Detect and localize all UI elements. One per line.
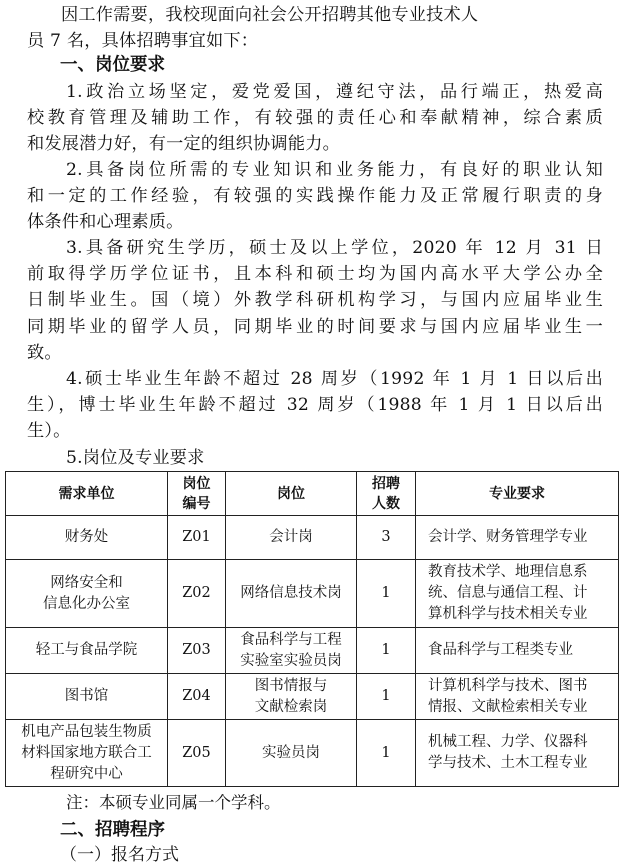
header-unit: 需求单位 xyxy=(6,472,168,516)
section-heading-requirements: 一、岗位要求 xyxy=(60,55,165,75)
subsection-heading-registration: （一）报名方式 xyxy=(60,845,179,865)
intro-line: 员 7 名，具体招聘事宜如下： xyxy=(27,31,259,52)
cell-unit xyxy=(6,674,168,720)
table-row xyxy=(6,560,619,628)
section-heading-procedure: 二、招聘程序 xyxy=(60,820,165,840)
table-header-row xyxy=(6,472,619,516)
cell-unit xyxy=(6,628,168,674)
intro-line: 因工作需要，我校现面向社会公开招聘其他专业技术人 xyxy=(61,5,479,25)
paragraph-line: 前取得学历学位证书，且本科和硕士均为国内高水平大学公办全 xyxy=(27,264,603,285)
cell-major xyxy=(416,720,619,787)
cell-major xyxy=(416,516,619,560)
header-count-line: 招聘 xyxy=(372,475,400,492)
paragraph-line: 3.具备研究生学历，硕士及以上学位，2020 年 12 月 31 日 xyxy=(66,238,603,258)
paragraph-line: 日制毕业生。国（境）外教学科研机构学习，与国内应届毕业生 xyxy=(27,290,603,311)
cell-major xyxy=(416,628,619,674)
cell-count: 1 xyxy=(357,560,416,628)
cell-unit xyxy=(6,560,168,628)
cell-line: 食品科学与工程类专业 xyxy=(428,642,573,658)
paragraph-line: 1.政治立场坚定，爱党爱国，遵纪守法，品行端正，热爱高 xyxy=(66,82,603,102)
cell-line: 学与技术、土木工程专业 xyxy=(428,755,588,771)
cell-line: 图书情报与 xyxy=(254,677,328,694)
cell-code: Z05 xyxy=(168,720,226,787)
cell-count: 1 xyxy=(357,628,416,674)
cell-line: 轻工与食品学院 xyxy=(35,642,138,658)
paragraph-line: 和一定的工作经验，有较强的实践操作能力及正常履行职责的身 xyxy=(27,186,603,207)
cell-line: 网络安全和 xyxy=(50,574,123,591)
table-row xyxy=(6,628,619,674)
requirement-3 xyxy=(0,235,623,366)
cell-major xyxy=(416,674,619,720)
cell-line: 机电产品包装生物质 xyxy=(21,723,152,740)
cell-post xyxy=(226,628,357,674)
cell-line: 程研究中心 xyxy=(50,765,123,782)
header-major: 专业要求 xyxy=(416,472,619,516)
cell-line: 材料国家地方联合工 xyxy=(21,744,152,761)
paragraph-line: 体条件和心理素质。 xyxy=(27,212,184,233)
cell-count: 3 xyxy=(357,516,416,560)
requirement-1 xyxy=(0,79,623,158)
paragraph-line: 生）。 xyxy=(27,421,71,442)
cell-code: Z01 xyxy=(168,516,226,560)
header-code-line: 岗位 xyxy=(182,475,211,492)
cell-line: 统、信息与通信工程、计 xyxy=(428,585,588,601)
cell-count: 1 xyxy=(357,720,416,787)
cell-post xyxy=(226,720,357,787)
cell-line: 会计岗 xyxy=(269,529,313,545)
cell-major xyxy=(416,560,619,628)
paragraph-line: 和发展潜力好，有一定的组织协调能力。 xyxy=(27,134,340,155)
cell-line: 机械工程、力学、仪器科 xyxy=(428,734,588,750)
table-note: 注：本硕专业同属一个学科。 xyxy=(66,793,281,812)
table-row xyxy=(6,720,619,787)
table-row xyxy=(6,516,619,560)
cell-line: 信息化办公室 xyxy=(43,595,130,612)
cell-line: 算机科学与技术相关专业 xyxy=(428,606,588,622)
header-code xyxy=(168,472,226,516)
cell-unit xyxy=(6,720,168,787)
requirement-4 xyxy=(0,366,623,445)
cell-count: 1 xyxy=(357,674,416,720)
paragraph-line: 同期毕业的留学人员，同期毕业的时间要求与国内应届毕业生一 xyxy=(27,316,603,337)
paragraph-line: 5.岗位及专业要求 xyxy=(66,448,205,468)
table-row xyxy=(6,674,619,720)
cell-line: 会计学、财务管理学专业 xyxy=(428,529,588,545)
paragraph-line: 2.具备岗位所需的专业知识和业务能力，有良好的职业认知 xyxy=(66,160,603,180)
cell-line: 财务处 xyxy=(64,529,109,545)
header-post: 岗位 xyxy=(226,472,357,516)
cell-code: Z02 xyxy=(168,560,226,628)
paragraph-line: 4.硕士毕业生年龄不超过 28 周岁（1992 年 1 月 1 日以后出 xyxy=(66,369,603,389)
requirement-5 xyxy=(0,445,623,471)
cell-line: 网络信息技术岗 xyxy=(240,585,342,601)
position-table xyxy=(5,471,619,787)
cell-line: 实验室实验员岗 xyxy=(240,652,342,669)
cell-post xyxy=(226,674,357,720)
header-code-line: 编号 xyxy=(182,495,211,512)
cell-line: 计算机科学与技术、图书 xyxy=(428,677,588,694)
paragraph-line: 生），博士毕业生年龄不超过 32 周岁（1988 年 1 月 1 日以后出 xyxy=(27,395,603,416)
cell-post xyxy=(226,560,357,628)
requirement-2 xyxy=(0,157,623,236)
cell-unit xyxy=(6,516,168,560)
cell-code: Z03 xyxy=(168,628,226,674)
intro-paragraph xyxy=(0,2,623,54)
cell-post xyxy=(226,516,357,560)
paragraph-line: 校教育管理及辅助工作，有较强的责任心和奉献精神，综合素质 xyxy=(27,108,603,129)
paragraph-line: 致。 xyxy=(27,342,62,363)
cell-line: 文献检索岗 xyxy=(254,698,328,715)
header-count xyxy=(357,472,416,516)
cell-code: Z04 xyxy=(168,674,226,720)
cell-line: 情报、文献检索相关专业 xyxy=(428,698,588,715)
header-count-line: 人数 xyxy=(372,495,400,512)
cell-line: 实验员岗 xyxy=(262,744,320,761)
cell-line: 图书馆 xyxy=(64,688,109,704)
cell-line: 教育技术学、地理信息系 xyxy=(428,564,588,580)
cell-line: 食品科学与工程 xyxy=(240,631,342,648)
